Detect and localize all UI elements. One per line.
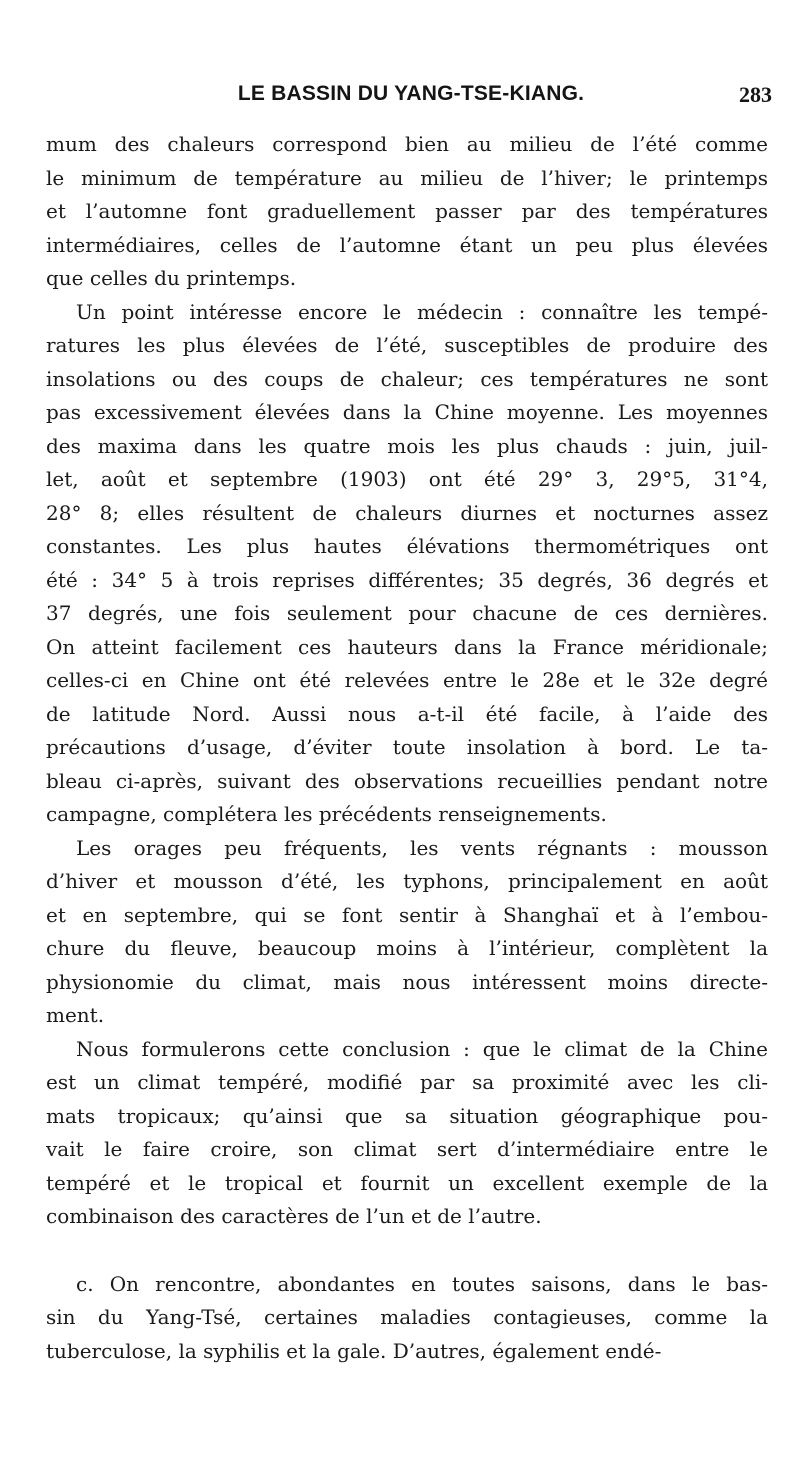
text-line: campagne, complétera les précédents renseignements. <box>46 802 607 826</box>
text-line: vait le faire croire, son climat sert d’intermédiaire entre le <box>46 1137 768 1161</box>
text-line: celles-ci en Chine ont été relevées entre le 28e et le 32e degré <box>46 668 768 692</box>
text-line: On atteint facilement ces hauteurs dans la France méridionale; <box>46 634 768 659</box>
body-text <box>46 128 768 1368</box>
paragraph <box>46 296 768 832</box>
text-line: Les orages peu fréquents, les vents régnants : mousson <box>76 835 768 860</box>
paragraph <box>46 1268 768 1369</box>
text-line: sin du Yang-Tsé, certaines maladies contagieuses, comme la <box>46 1305 768 1329</box>
text-line: tuberculose, la syphilis et la gale. D’autres, également endé- <box>46 1338 662 1363</box>
paragraph-gap <box>46 1234 768 1268</box>
text-line: 28° 8; elles résultent de chaleurs diurnes et nocturnes assez <box>46 500 768 525</box>
text-line: que celles du printemps. <box>46 266 297 290</box>
text-line: mum des chaleurs correspond bien au milieu de l’été comme <box>46 132 768 156</box>
text-line: 37 degrés, une fois seulement pour chacune de ces dernières. <box>46 601 768 625</box>
text-line: et l’automne font graduellement passer par des températures <box>46 199 768 223</box>
text-line: est un climat tempéré, modifié par sa proximité avec les cli- <box>46 1070 768 1094</box>
text-line: physionomie du climat, mais nous intéressent moins directe- <box>46 969 768 994</box>
text-line: d’hiver et mousson d’été, les typhons, principalement en août <box>46 869 768 893</box>
text-line: des maxima dans les quatre mois les plus chauds : juin, juil- <box>46 433 768 458</box>
text-line: et en septembre, qui se font sentir à Shanghaï et à l’embou- <box>46 902 768 927</box>
paragraph <box>46 128 768 296</box>
text-line: précautions d’usage, d’éviter toute insolation à bord. Le ta- <box>46 735 768 759</box>
text-line: le minimum de température au milieu de l’hiver; le printemps <box>46 165 768 190</box>
text-line: combinaison des caractères de l’un et de l’autre. <box>46 1204 542 1228</box>
paragraph <box>46 832 768 1033</box>
text-line: constantes. Les plus hautes élévations thermométriques ont <box>46 534 768 558</box>
text-line: chure du fleuve, beaucoup moins à l’intérieur, complètent la <box>46 936 768 960</box>
text-line: ratures les plus élevées de l’été, susceptibles de produire des <box>46 333 768 357</box>
text-line: Nous formulerons cette conclusion : que le climat de la Chine <box>76 1036 768 1061</box>
text-line: de latitude Nord. Aussi nous a-t-il été facile, à l’aide des <box>46 701 768 726</box>
text-line: c. On rencontre, abondantes en toutes saisons, dans le bas- <box>76 1271 768 1296</box>
paragraph <box>46 1033 768 1234</box>
text-line: tempéré et le tropical et fournit un excellent exemple de la <box>46 1170 768 1195</box>
page-header <box>50 82 772 112</box>
text-line: let, août et septembre (1903) ont été 29° 3, 29°5, 31°4, <box>46 467 768 491</box>
text-line: Un point intéresse encore le médecin : connaître les tempé- <box>76 299 768 324</box>
text-line: bleau ci-après, suivant des observations recueillies pendant notre <box>46 768 768 793</box>
text-line: mats tropicaux; qu’ainsi que sa situation géographique pou- <box>46 1103 768 1128</box>
running-title: LE BASSIN DU YANG-TSE-KIANG. <box>237 82 585 105</box>
text-line: insolations ou des coups de chaleur; ces températures ne sont <box>46 366 768 391</box>
text-line: pas excessivement élevées dans la Chine moyenne. Les moyennes <box>46 400 768 424</box>
text-line: intermédiaires, celles de l’automne étant un peu plus élevées <box>46 232 768 257</box>
text-line: ment. <box>46 1003 105 1027</box>
page-number: 283 <box>739 82 772 107</box>
text-line: été : 34° 5 à trois reprises différentes; 35 degrés, 36 degrés et <box>46 567 768 592</box>
